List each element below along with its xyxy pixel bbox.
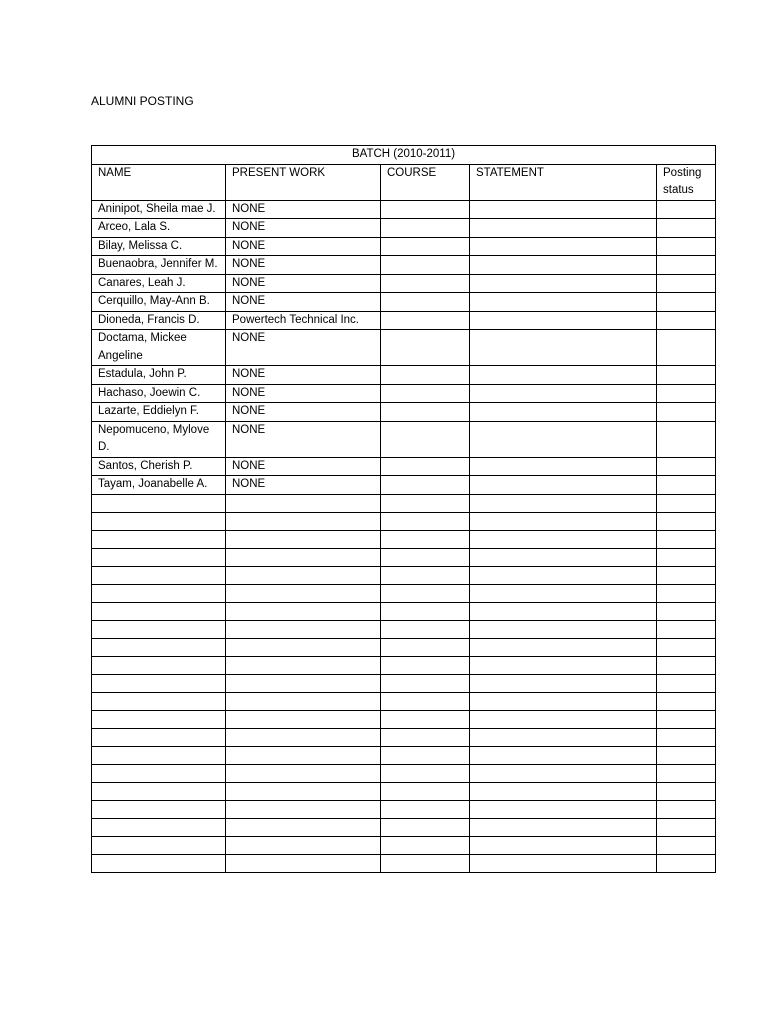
- empty-cell: [381, 854, 470, 872]
- empty-cell: [470, 728, 657, 746]
- empty-cell: [226, 584, 381, 602]
- cell-course: [381, 384, 470, 403]
- cell-present-work: NONE: [226, 200, 381, 219]
- cell-course: [381, 403, 470, 422]
- empty-cell: [470, 602, 657, 620]
- header-name: NAME: [92, 164, 226, 200]
- empty-cell: [226, 800, 381, 818]
- empty-cell: [470, 566, 657, 584]
- cell-course: [381, 366, 470, 385]
- empty-cell: [470, 638, 657, 656]
- empty-cell: [657, 764, 716, 782]
- empty-cell: [226, 692, 381, 710]
- empty-cell: [657, 602, 716, 620]
- cell-name: Canares, Leah J.: [92, 274, 226, 293]
- cell-course: [381, 330, 470, 366]
- empty-cell: [470, 692, 657, 710]
- empty-cell: [657, 800, 716, 818]
- cell-name: Estadula, John P.: [92, 366, 226, 385]
- cell-present-work: Powertech Technical Inc.: [226, 311, 381, 330]
- table-row: [92, 293, 716, 312]
- cell-statement: [470, 256, 657, 275]
- cell-course: [381, 274, 470, 293]
- empty-table-row: [92, 548, 716, 566]
- empty-table-row: [92, 602, 716, 620]
- empty-cell: [226, 674, 381, 692]
- empty-cell: [381, 530, 470, 548]
- empty-cell: [226, 782, 381, 800]
- empty-cell: [381, 548, 470, 566]
- cell-course: [381, 476, 470, 495]
- empty-cell: [381, 638, 470, 656]
- cell-present-work: NONE: [226, 421, 381, 457]
- empty-cell: [657, 530, 716, 548]
- empty-table-row: [92, 800, 716, 818]
- table-row: [92, 311, 716, 330]
- cell-name: Doctama, Mickee Angeline: [92, 330, 226, 366]
- cell-statement: [470, 200, 657, 219]
- cell-present-work: NONE: [226, 274, 381, 293]
- empty-table-row: [92, 620, 716, 638]
- cell-name: Arceo, Lala S.: [92, 219, 226, 238]
- empty-table-row: [92, 782, 716, 800]
- cell-name: Bilay, Melissa C.: [92, 237, 226, 256]
- table-row: [92, 384, 716, 403]
- empty-cell: [470, 836, 657, 854]
- cell-posting-status: [657, 274, 716, 293]
- empty-cell: [470, 854, 657, 872]
- empty-cell: [92, 584, 226, 602]
- table-row: [92, 366, 716, 385]
- empty-cell: [381, 746, 470, 764]
- cell-course: [381, 256, 470, 275]
- cell-statement: [470, 274, 657, 293]
- empty-cell: [381, 494, 470, 512]
- cell-posting-status: [657, 200, 716, 219]
- empty-cell: [657, 620, 716, 638]
- empty-cell: [226, 746, 381, 764]
- empty-table-row: [92, 530, 716, 548]
- empty-cell: [657, 782, 716, 800]
- empty-cell: [381, 836, 470, 854]
- empty-cell: [226, 620, 381, 638]
- empty-cell: [92, 800, 226, 818]
- empty-cell: [92, 836, 226, 854]
- cell-name: Aninipot, Sheila mae J.: [92, 200, 226, 219]
- empty-table-row: [92, 764, 716, 782]
- empty-cell: [226, 494, 381, 512]
- empty-cell: [657, 656, 716, 674]
- cell-course: [381, 219, 470, 238]
- empty-cell: [226, 710, 381, 728]
- table-row: [92, 457, 716, 476]
- cell-statement: [470, 476, 657, 495]
- cell-present-work: NONE: [226, 219, 381, 238]
- cell-present-work: NONE: [226, 256, 381, 275]
- empty-cell: [657, 818, 716, 836]
- empty-cell: [226, 836, 381, 854]
- empty-table-row: [92, 710, 716, 728]
- empty-cell: [381, 584, 470, 602]
- empty-cell: [92, 512, 226, 530]
- empty-table-row: [92, 638, 716, 656]
- empty-cell: [657, 494, 716, 512]
- empty-cell: [92, 710, 226, 728]
- empty-cell: [470, 548, 657, 566]
- cell-course: [381, 293, 470, 312]
- empty-cell: [470, 764, 657, 782]
- cell-posting-status: [657, 421, 716, 457]
- empty-table-row: [92, 692, 716, 710]
- cell-statement: [470, 293, 657, 312]
- empty-cell: [381, 656, 470, 674]
- empty-table-row: [92, 584, 716, 602]
- empty-table-row: [92, 512, 716, 530]
- empty-cell: [226, 566, 381, 584]
- empty-cell: [92, 638, 226, 656]
- empty-cell: [657, 566, 716, 584]
- cell-statement: [470, 403, 657, 422]
- cell-statement: [470, 219, 657, 238]
- cell-present-work: NONE: [226, 330, 381, 366]
- empty-cell: [92, 728, 226, 746]
- cell-posting-status: [657, 366, 716, 385]
- cell-statement: [470, 330, 657, 366]
- empty-cell: [226, 512, 381, 530]
- empty-cell: [92, 494, 226, 512]
- cell-statement: [470, 366, 657, 385]
- empty-cell: [381, 674, 470, 692]
- cell-posting-status: [657, 256, 716, 275]
- empty-cell: [92, 746, 226, 764]
- empty-cell: [92, 656, 226, 674]
- cell-statement: [470, 457, 657, 476]
- empty-cell: [381, 764, 470, 782]
- empty-cell: [92, 566, 226, 584]
- empty-table-row: [92, 566, 716, 584]
- cell-present-work: NONE: [226, 366, 381, 385]
- empty-cell: [470, 512, 657, 530]
- empty-cell: [657, 674, 716, 692]
- empty-cell: [381, 710, 470, 728]
- cell-name: Lazarte, Eddielyn F.: [92, 403, 226, 422]
- empty-cell: [657, 512, 716, 530]
- cell-statement: [470, 384, 657, 403]
- cell-course: [381, 200, 470, 219]
- cell-statement: [470, 311, 657, 330]
- empty-cell: [470, 710, 657, 728]
- empty-cell: [381, 800, 470, 818]
- empty-cell: [470, 530, 657, 548]
- cell-posting-status: [657, 219, 716, 238]
- cell-posting-status: [657, 476, 716, 495]
- batch-header-row: [92, 146, 716, 165]
- empty-cell: [381, 602, 470, 620]
- header-posting-status: Posting status: [657, 164, 716, 200]
- empty-cell: [226, 854, 381, 872]
- empty-cell: [470, 782, 657, 800]
- cell-present-work: NONE: [226, 293, 381, 312]
- cell-name: Buenaobra, Jennifer M.: [92, 256, 226, 275]
- empty-cell: [92, 530, 226, 548]
- cell-name: Cerquillo, May-Ann B.: [92, 293, 226, 312]
- empty-cell: [226, 818, 381, 836]
- empty-cell: [657, 710, 716, 728]
- empty-table-row: [92, 656, 716, 674]
- column-header-row: [92, 164, 716, 200]
- empty-cell: [657, 692, 716, 710]
- cell-present-work: NONE: [226, 384, 381, 403]
- cell-name: Dioneda, Francis D.: [92, 311, 226, 330]
- empty-table-row: [92, 836, 716, 854]
- cell-course: [381, 421, 470, 457]
- cell-posting-status: [657, 403, 716, 422]
- empty-cell: [470, 584, 657, 602]
- table-row: [92, 274, 716, 293]
- empty-cell: [657, 638, 716, 656]
- header-present-work: PRESENT WORK: [226, 164, 381, 200]
- empty-cell: [92, 854, 226, 872]
- table-row: [92, 256, 716, 275]
- empty-cell: [92, 782, 226, 800]
- alumni-table: [91, 145, 716, 873]
- empty-cell: [470, 800, 657, 818]
- cell-course: [381, 311, 470, 330]
- empty-cell: [470, 746, 657, 764]
- cell-posting-status: [657, 384, 716, 403]
- empty-cell: [226, 728, 381, 746]
- empty-cell: [226, 530, 381, 548]
- cell-name: Tayam, Joanabelle A.: [92, 476, 226, 495]
- cell-posting-status: [657, 293, 716, 312]
- empty-cell: [381, 782, 470, 800]
- header-statement: STATEMENT: [470, 164, 657, 200]
- cell-posting-status: [657, 311, 716, 330]
- empty-cell: [381, 512, 470, 530]
- empty-cell: [92, 548, 226, 566]
- batch-label: BATCH (2010-2011): [92, 146, 716, 165]
- empty-cell: [381, 728, 470, 746]
- empty-cell: [92, 602, 226, 620]
- cell-posting-status: [657, 330, 716, 366]
- cell-name: Hachaso, Joewin C.: [92, 384, 226, 403]
- cell-course: [381, 237, 470, 256]
- table-row: [92, 421, 716, 457]
- empty-cell: [470, 656, 657, 674]
- empty-cell: [657, 548, 716, 566]
- alumni-table-body: [92, 146, 716, 873]
- table-row: [92, 330, 716, 366]
- cell-name: Nepomuceno, Mylove D.: [92, 421, 226, 457]
- cell-present-work: NONE: [226, 237, 381, 256]
- table-row: [92, 237, 716, 256]
- cell-statement: [470, 421, 657, 457]
- cell-present-work: NONE: [226, 476, 381, 495]
- empty-cell: [92, 818, 226, 836]
- cell-course: [381, 457, 470, 476]
- table-row: [92, 219, 716, 238]
- empty-table-row: [92, 674, 716, 692]
- empty-cell: [92, 674, 226, 692]
- empty-table-row: [92, 818, 716, 836]
- table-row: [92, 403, 716, 422]
- cell-name: Santos, Cherish P.: [92, 457, 226, 476]
- cell-statement: [470, 237, 657, 256]
- empty-cell: [470, 620, 657, 638]
- empty-cell: [470, 674, 657, 692]
- table-row: [92, 200, 716, 219]
- empty-cell: [226, 764, 381, 782]
- empty-cell: [657, 584, 716, 602]
- empty-table-row: [92, 494, 716, 512]
- empty-table-row: [92, 746, 716, 764]
- header-course: COURSE: [381, 164, 470, 200]
- empty-cell: [381, 818, 470, 836]
- empty-table-row: [92, 728, 716, 746]
- empty-cell: [226, 602, 381, 620]
- empty-cell: [226, 656, 381, 674]
- document-title: ALUMNI POSTING: [91, 94, 194, 108]
- cell-present-work: NONE: [226, 403, 381, 422]
- empty-cell: [92, 764, 226, 782]
- empty-cell: [226, 638, 381, 656]
- empty-cell: [657, 728, 716, 746]
- empty-cell: [381, 692, 470, 710]
- empty-cell: [657, 854, 716, 872]
- empty-cell: [657, 746, 716, 764]
- cell-posting-status: [657, 237, 716, 256]
- empty-cell: [657, 836, 716, 854]
- empty-cell: [381, 620, 470, 638]
- cell-posting-status: [657, 457, 716, 476]
- empty-cell: [226, 548, 381, 566]
- empty-cell: [381, 566, 470, 584]
- empty-table-row: [92, 854, 716, 872]
- empty-cell: [92, 692, 226, 710]
- cell-present-work: NONE: [226, 457, 381, 476]
- empty-cell: [470, 818, 657, 836]
- empty-cell: [470, 494, 657, 512]
- empty-cell: [92, 620, 226, 638]
- table-row: [92, 476, 716, 495]
